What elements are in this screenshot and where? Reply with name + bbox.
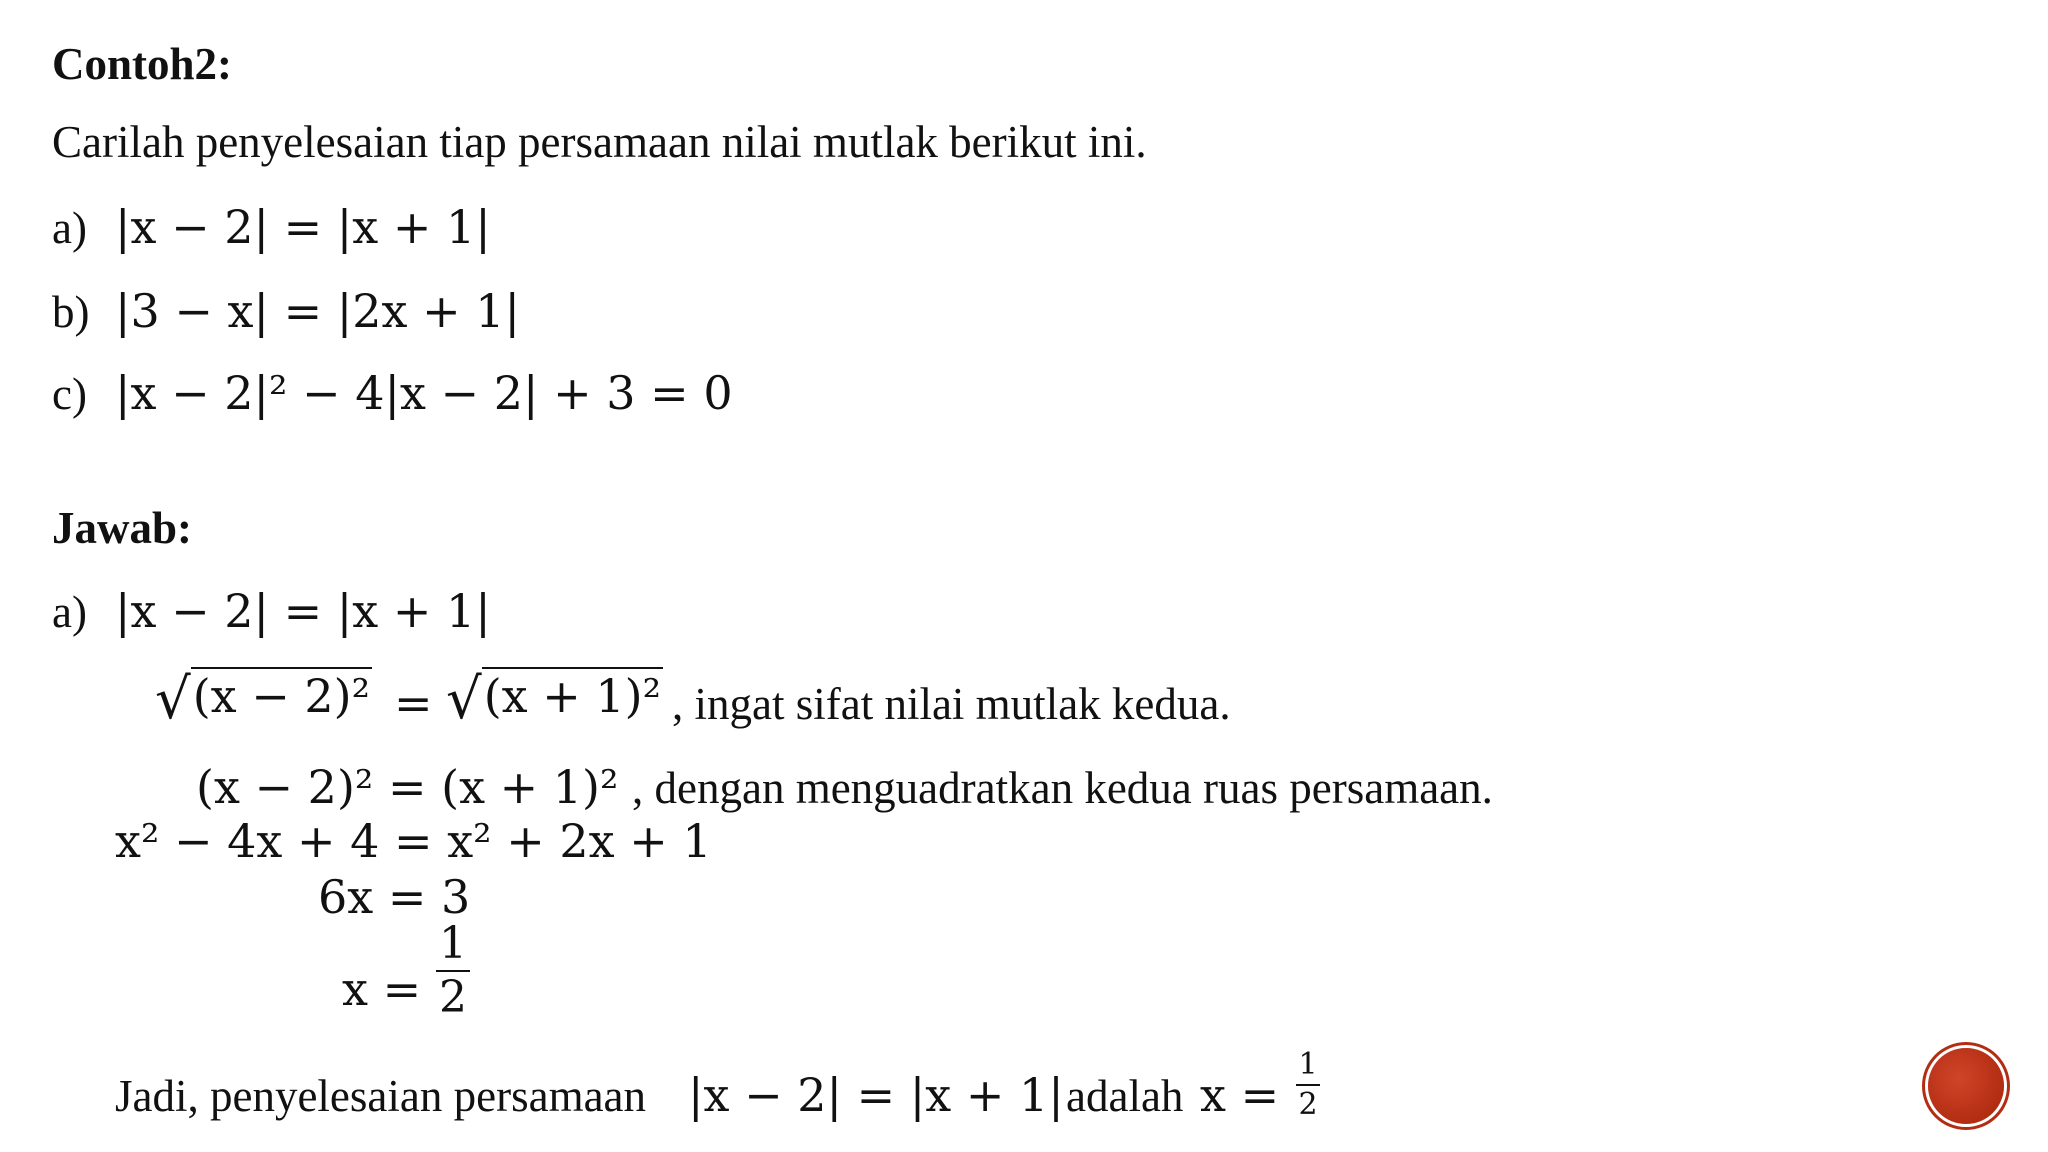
problem-c-label: c) — [52, 369, 87, 419]
red-circle-badge-icon — [1928, 1048, 2004, 1124]
sqrt-icon: √ — [446, 667, 482, 732]
solution-a-start-expression: |x − 2| = |x + 1| — [115, 584, 491, 638]
step1-right-radicand: (x + 1)² — [483, 669, 662, 723]
step1-left-radicand: (x − 2)² — [192, 669, 371, 723]
answer-heading: Jawab: — [52, 503, 193, 553]
step3-expression: x² − 4x + 4 = x² + 2x + 1 — [115, 814, 712, 868]
example-heading: Contoh2: — [52, 39, 233, 89]
step2-note: , dengan menguadratkan kedua ruas persamaan. — [632, 763, 1493, 813]
conclusion-fraction — [1296, 1047, 1320, 1122]
step1-right-sqrt — [446, 666, 663, 732]
conclusion-mid: adalah — [1066, 1071, 1184, 1121]
problem-b-expression: |3 − x| = |2x + 1| — [115, 284, 521, 338]
conclusion-lhs: x = — [1200, 1068, 1280, 1122]
sqrt-icon: √ — [155, 667, 191, 732]
step5-numerator: 1 — [439, 918, 467, 969]
conclusion-prefix: Jadi, penyelesaian persamaan — [115, 1071, 647, 1121]
step1-equals: = — [394, 676, 433, 730]
instruction-text: Carilah penyelesaian tiap persamaan nilai mutlak berikut ini. — [52, 117, 1147, 167]
step5-fraction — [436, 918, 470, 1023]
problem-b-label: b) — [52, 287, 90, 337]
problem-c-expression: |x − 2|² − 4|x − 2| + 3 = 0 — [115, 366, 733, 420]
conclusion-denominator: 2 — [1298, 1087, 1318, 1122]
problem-a-expression: |x − 2| = |x + 1| — [115, 200, 491, 254]
step1-note: , ingat sifat nilai mutlak kedua. — [672, 679, 1231, 729]
conclusion-numerator: 1 — [1298, 1047, 1318, 1082]
step4-expression: 6x = 3 — [318, 870, 471, 924]
step5-denominator: 2 — [439, 972, 467, 1023]
step5-lhs: x = — [342, 962, 422, 1016]
conclusion-expression: |x − 2| = |x + 1| — [688, 1068, 1064, 1122]
step2-expression: (x − 2)² = (x + 1)² — [196, 760, 619, 814]
fraction-bar — [1296, 1084, 1320, 1086]
step1-left-sqrt — [155, 666, 372, 732]
solution-a-label: a) — [52, 587, 87, 637]
problem-a-label: a) — [52, 203, 87, 253]
